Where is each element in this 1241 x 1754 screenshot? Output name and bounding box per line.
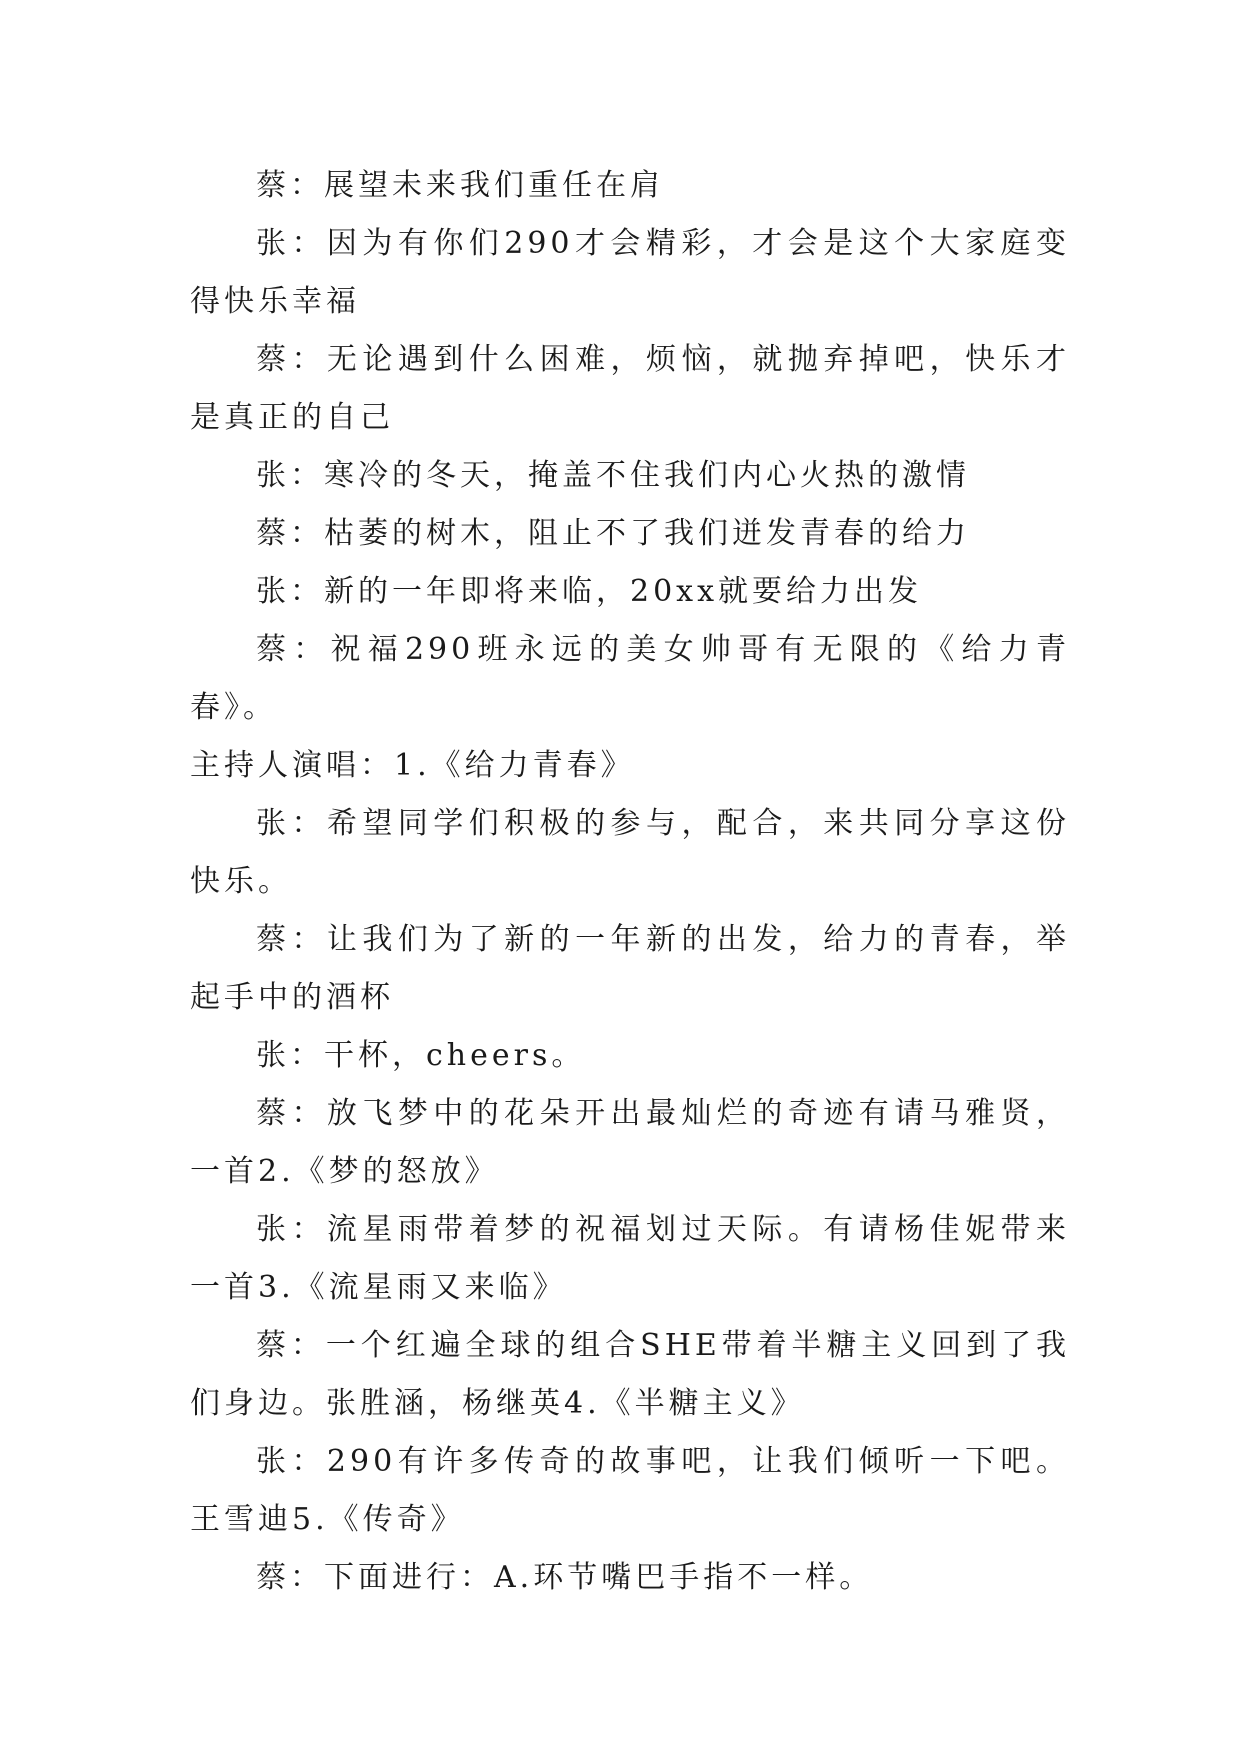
paragraph: 张：干杯，cheers。 bbox=[256, 1038, 586, 1073]
paragraph: 张：寒冷的冬天，掩盖不住我们内心火热的激情 bbox=[256, 458, 970, 493]
paragraph: 蔡：无论遇到什么困难，烦恼，就抛弃掉吧，快乐才是真正的自己 bbox=[190, 342, 1070, 435]
paragraph: 蔡：放飞梦中的花朵开出最灿烂的奇迹有请马雅贤，一首2.《梦的怒放》 bbox=[190, 1096, 1070, 1189]
paragraph: 张：因为有你们290才会精彩，才会是这个大家庭变得快乐幸福 bbox=[190, 226, 1070, 319]
paragraph: 蔡：一个红遍全球的组合SHE带着半糖主义回到了我们身边。张胜涵，杨继英4.《半糖主义》 bbox=[190, 1328, 1070, 1421]
paragraph: 张：新的一年即将来临，20xx就要给力出发 bbox=[256, 574, 923, 609]
paragraph: 蔡：让我们为了新的一年新的出发，给力的青春，举起手中的酒杯 bbox=[190, 922, 1070, 1015]
paragraph: 主持人演唱：1.《给力青春》 bbox=[190, 748, 635, 783]
paragraph: 张：290有许多传奇的故事吧，让我们倾听一下吧。王雪迪5.《传奇》 bbox=[190, 1444, 1070, 1537]
paragraph: 蔡：祝福290班永远的美女帅哥有无限的《给力青春》。 bbox=[190, 632, 1070, 725]
document-body bbox=[190, 157, 1070, 1607]
paragraph: 张：希望同学们积极的参与，配合，来共同分享这份快乐。 bbox=[190, 806, 1070, 899]
paragraph: 蔡：下面进行：A.环节嘴巴手指不一样。 bbox=[256, 1560, 874, 1595]
paragraph: 蔡：展望未来我们重任在肩 bbox=[256, 168, 664, 203]
paragraph: 蔡：枯萎的树木，阻止不了我们迸发青春的给力 bbox=[256, 516, 970, 551]
paragraph: 张：流星雨带着梦的祝福划过天际。有请杨佳妮带来一首3.《流星雨又来临》 bbox=[190, 1212, 1070, 1305]
